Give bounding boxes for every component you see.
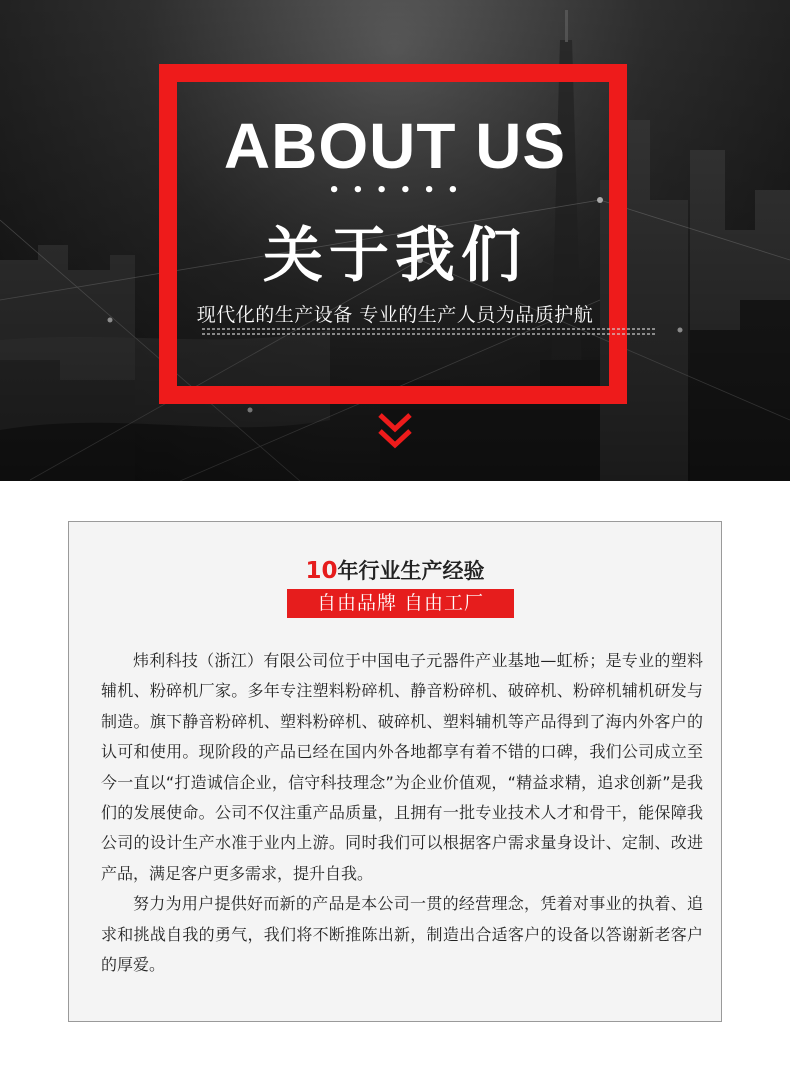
title-chinese: 关于我们 <box>263 221 527 291</box>
title-english: ABOUT US <box>223 110 567 182</box>
decorative-fineprint <box>202 328 657 342</box>
double-chevron-down-icon <box>374 407 416 455</box>
company-description <box>101 646 703 980</box>
hero-slogan: 现代化的生产设备 专业的生产人员为品质护航 <box>196 304 594 326</box>
hero-banner <box>0 0 790 481</box>
experience-heading <box>0 555 790 585</box>
paragraph-mission: 努力为用户提供好而新的产品是本公司一贯的经营理念，凭着对事业的执着、追求和挑战自我的勇气，我们将不断推陈出新，制造出合适客户的设备以答谢新老客户的厚爱。 <box>101 894 703 975</box>
experience-number: 10 <box>305 558 338 584</box>
paragraph-intro: 炜利科技（浙江）有限公司位于中国电子元器件产业基地—虹桥；是专业的塑料辅机、粉碎机厂家。多年专注塑料粉碎机、静音粉碎机、破碎机、粉碎机辅机研发与制造。旗下静音粉碎机、塑料粉碎机、破碎机、塑料辅机等产品得到了海内外客户的认可和使用。现阶段的产品已经在国内外各地都享有着不错的口碑，我们公司成立至今一直以“打造诚信企业，信守科技理念”为企业价值观，“精益求精，追求创新”是我们的发展使命。公司不仅注重产品质量，且拥有一批专业技术人才和骨干，能保障我公司的设计生产水准于业内上游。同时我们可以根据客户需求量身设计、定制、改进产品，满足客户更多需求，提升自我。 <box>101 651 703 883</box>
brand-tagline: 自由品牌 自由工厂 <box>287 589 514 618</box>
title-divider-dots: • • • • • • <box>328 180 462 201</box>
experience-text: 年行业生产经验 <box>337 559 485 583</box>
